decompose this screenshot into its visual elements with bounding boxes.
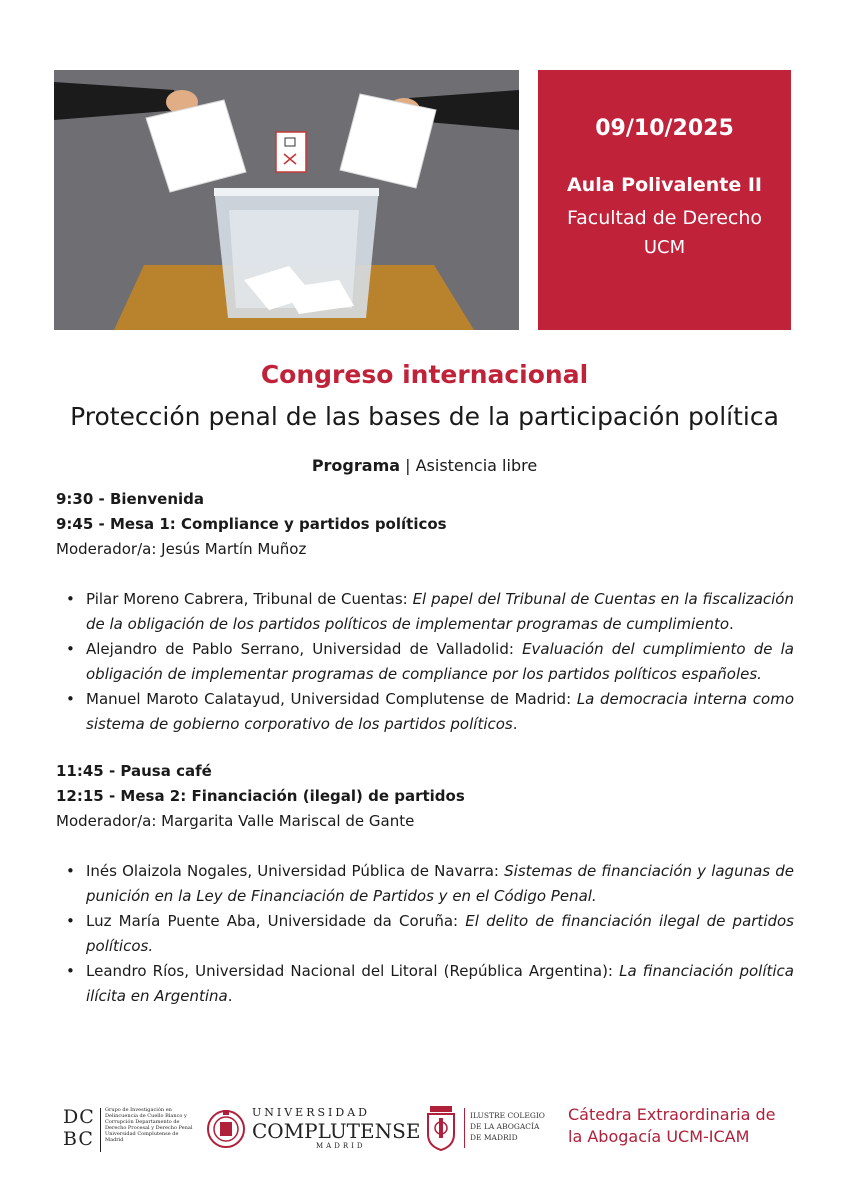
welcome-line: 9:30 - Bienvenida [56, 490, 205, 508]
ucm-line1: UNIVERSIDAD [252, 1106, 370, 1119]
ucm-line2: COMPLUTENSE [252, 1119, 421, 1143]
talk-speaker: Alejandro de Pablo Serrano, Universidad de Valladolid: [86, 640, 523, 658]
talk-title: La financiación política ilícita en Argentina [86, 962, 794, 1005]
talk-item [64, 859, 794, 909]
talk-speaker: Manuel Maroto Calatayud, Universidad Complutense de Madrid: [86, 690, 577, 708]
icam-line1: ILUSTRE COLEGIO [470, 1111, 545, 1120]
talk-end: . [729, 615, 734, 633]
session2-heading: 12:15 - Mesa 2: Financiación (ilegal) de partidos [56, 787, 465, 805]
talk-speaker: Luz María Puente Aba, Universidade da Coruña: [86, 912, 466, 930]
talk-speaker: Inés Olaizola Nogales, Universidad Pública de Navarra: [86, 862, 505, 880]
session2-talks [64, 859, 794, 1009]
ucm-crest-icon [206, 1104, 246, 1154]
catedra-line1: Cátedra Extraordinaria de [568, 1105, 776, 1124]
icam-line3: DE MADRID [470, 1133, 518, 1142]
session1-talks [64, 587, 794, 737]
event-info-box [538, 70, 791, 330]
congress-title: Congreso internacional [260, 360, 589, 389]
break-line: 11:45 - Pausa café [56, 762, 212, 780]
bullet-icon: • [66, 962, 75, 980]
ucm-logo [206, 1104, 421, 1156]
session1-moderator: Moderador/a: Jesús Martín Muñoz [56, 540, 307, 558]
talk-item [64, 587, 794, 637]
icam-crest-icon [424, 1104, 458, 1152]
talk-end: . [227, 987, 233, 1005]
event-faculty: Facultad de Derecho [566, 207, 763, 229]
talk-end: . [512, 715, 518, 733]
talk-speaker: Leandro Ríos, Universidad Nacional del Litoral (República Argentina): [86, 962, 620, 980]
dcbc-text: Grupo de Investigación en Delincuencia de Cuello Blanco y Corrupción Departamento de Derecho Procesal y Derecho Penal Universidad Complutense de Madrid [105, 1107, 193, 1143]
bullet-icon: • [66, 640, 75, 658]
session2-moderator: Moderador/a: Margarita Valle Mariscal de Gante [56, 812, 415, 830]
session1-heading: 9:45 - Mesa 1: Compliance y partidos políticos [56, 515, 447, 533]
program-content [56, 487, 794, 1031]
dcbc-divider [100, 1108, 101, 1152]
icam-divider [464, 1108, 465, 1148]
event-university: UCM [643, 237, 686, 258]
talk-item [64, 909, 794, 959]
ballot-box-illustration [54, 70, 519, 330]
bullet-icon: • [66, 590, 75, 608]
icam-line2: DE LA ABOGACÍA [470, 1122, 540, 1131]
program-label: Programa [311, 456, 401, 475]
footer-logos [0, 1100, 849, 1160]
talk-title: La democracia interna como sistema de gobierno corporativo de los partidos políticos [86, 690, 794, 733]
program-separator: | [400, 456, 416, 475]
talk-item [64, 959, 794, 1009]
talk-item [64, 687, 794, 737]
catedra-line2: la Abogacía UCM-ICAM [568, 1127, 750, 1146]
talk-title: El papel del Tribunal de Cuentas en la fiscalización de la obligación de los partidos políticos de implementar programas de cumplimiento [86, 590, 794, 633]
icam-logo [424, 1104, 559, 1154]
attendance-label: Asistencia libre [415, 456, 538, 475]
bullet-icon: • [66, 690, 75, 708]
dcbc-logo [63, 1106, 193, 1154]
talk-title: Evaluación del cumplimiento de la obligación de implementar programas de compliance por los partidos políticos españoles. [86, 640, 794, 683]
dcbc-letters: DC BC [63, 1106, 95, 1150]
program-line [0, 456, 849, 475]
talk-item [64, 637, 794, 687]
catedra-logo [568, 1104, 798, 1148]
bullet-icon: • [66, 912, 75, 930]
event-venue: Aula Polivalente II [566, 174, 763, 196]
bullet-icon: • [66, 862, 75, 880]
event-date: 09/10/2025 [595, 116, 734, 141]
talk-speaker: Pilar Moreno Cabrera, Tribunal de Cuentas: [86, 590, 413, 608]
ucm-line3: MADRID [316, 1142, 366, 1150]
talk-title: El delito de financiación ilegal de partidos políticos. [86, 912, 794, 955]
congress-subtitle: Protección penal de las bases de la participación política [70, 402, 779, 431]
talk-title: Sistemas de financiación y lagunas de punición en la Ley de Financiación de Partidos y en el Código Penal. [86, 862, 794, 905]
icam-text [470, 1110, 545, 1143]
